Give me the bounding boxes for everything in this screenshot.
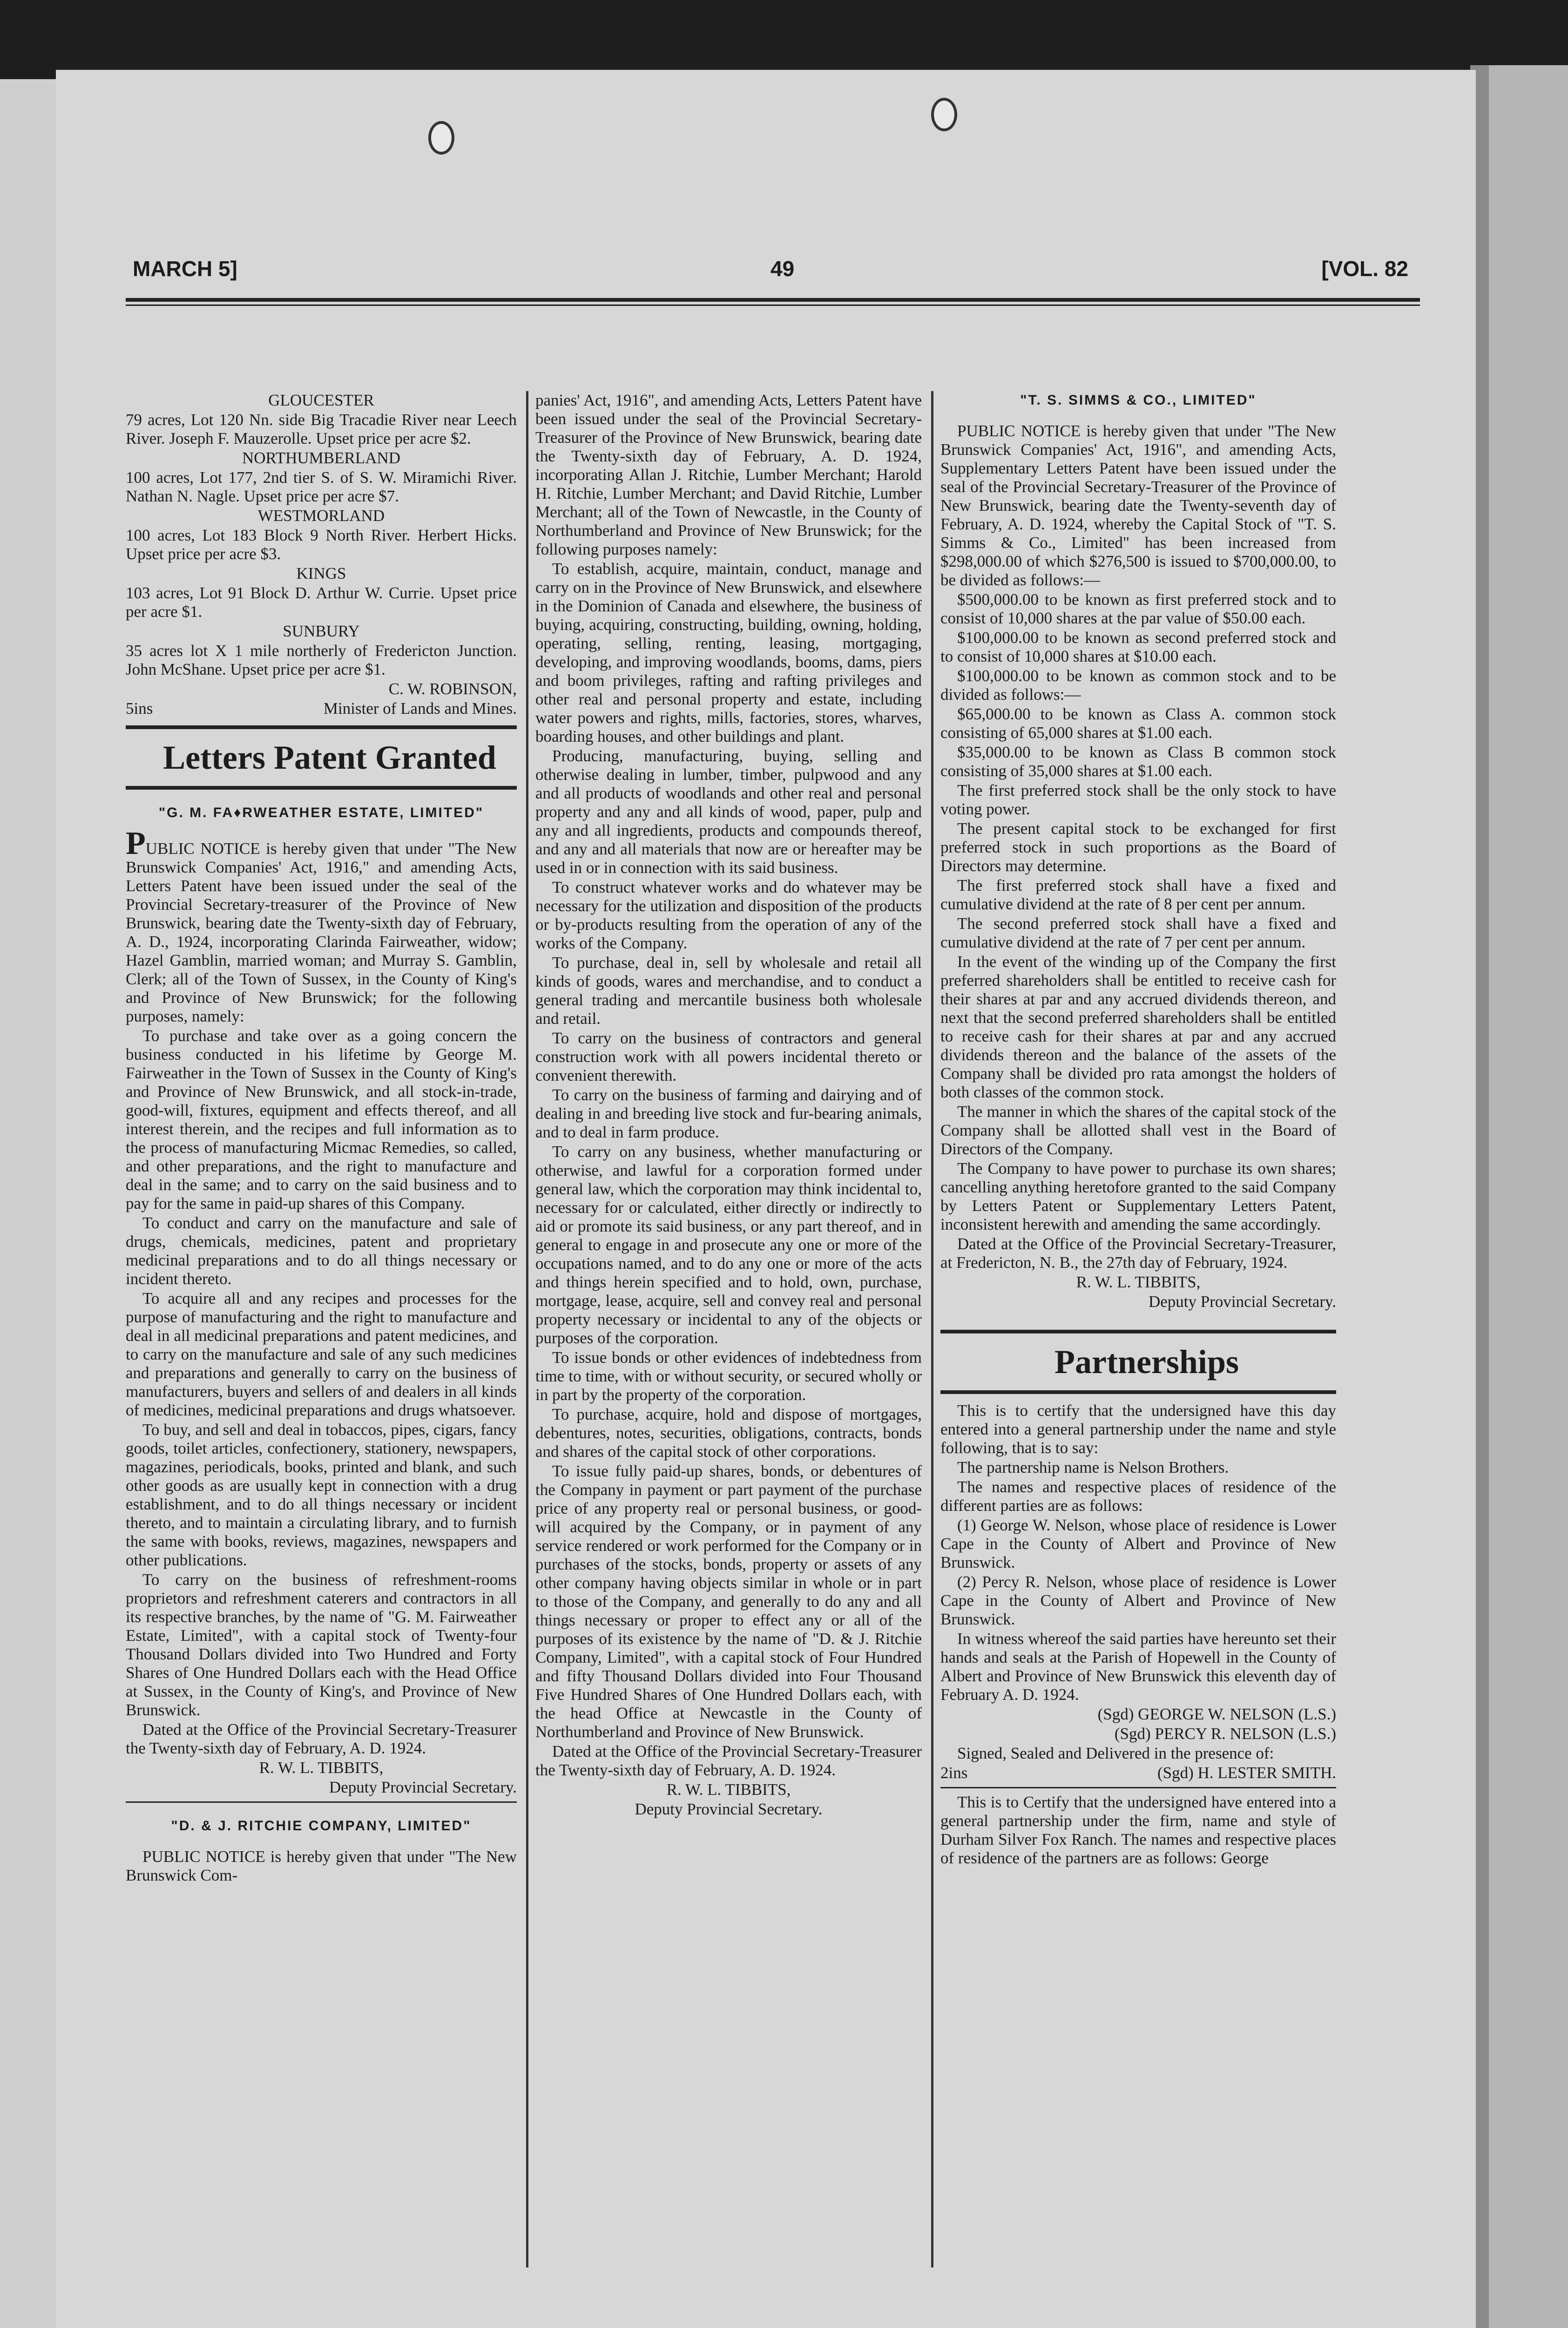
signer-line [126,699,517,718]
land-listing: 100 acres, Lot 183 Block 9 North River. Herbert Hicks. Upset price per acre $3. [126,526,517,563]
notice-paragraph: In the event of the winding up of the Company the first preferred shareholders shall be entitled to receive cash for their shares at par and any accrued dividends thereon, and next that the second preferred shareholders shall be entitled to receive cash for their shares at par and any accrued dividends thereon and the balance of the assets of the Company shall be divided pro rata amongst the holders of both classes of the common stock. [940,953,1336,1101]
notice-paragraph: This is to Certify that the undersigned have entered into a general partnership under the firm, name and style of Durham Silver Fox Ranch. The names and respective places of residence of the partners are as follows: George [940,1793,1336,1867]
notice-paragraph: The present capital stock to be exchanged for first preferred stock in such proportions as the Board of Directors may determine. [940,819,1336,875]
right-page-edge [1470,65,1568,2328]
notice-paragraph: This is to certify that the undersigned have this day entered into a general partnership under the name and style following, that is to say: [940,1401,1336,1457]
notice-heading: "D. & J. RITCHIE COMPANY, LIMITED" [171,1818,472,1834]
notice-dated: Dated at the Office of the Provincial Secretary-Treasurer the Twenty-sixth day of February, A. D. 1924. [126,1720,517,1757]
notice-paragraph: PUBLIC NOTICE is hereby given that under "The New Brunswick Companies' Act, 1916," and amending Acts, Letters Patent have been issued under the seal of the Provincial Secretary-treasurer of the Province of New Brunswick, bearing date the Twenty-sixth day of February, A. D., 1924, incorporating Clarinda Fairweather, widow; Hazel Gamblin, married woman; and Murray S. Gamblin, Clerk; all of the Town of Sussex, in the County of King's and Province of New Brunswick; for the following purposes, namely: [126,826,517,1025]
header-volume: [VOL. 82 [1321,257,1408,281]
signed-delivered: Signed, Sealed and Delivered in the presence of: [957,1744,1274,1762]
column-1 [126,391,517,1886]
header-rule [126,298,1420,302]
county-heading: KINGS [296,564,346,582]
header-rule-thin [126,305,1420,306]
punch-hole [931,98,957,131]
witness-signature: (Sgd) H. LESTER SMITH. [1157,1764,1336,1782]
partner-signature: (Sgd) GEORGE W. NELSON (L.S.) [1097,1705,1336,1723]
notice-paragraph: panies' Act, 1916", and amending Acts, Letters Patent have been issued under the seal of the Provincial Secretary-Treasurer of the Province of New Brunswick, bearing date the Twenty-sixth day of February, A. D. 1924, incorporating Allan J. Ritchie, Lumber Merchant; Harold H. Ritchie, Lumber Merchant; and David Ritchie, Lumber Merchant; all of the Town of Newcastle, in the County of Northumberland and Province of New Brunswick; for the following purposes namely: [535,391,922,558]
notice-heading: "G. M. FA♦RWEATHER ESTATE, LIMITED" [158,805,484,820]
notice-signer-title: Deputy Provincial Secretary. [635,1800,823,1818]
notice-paragraph: The first preferred stock shall be the only stock to have voting power. [940,781,1336,818]
notice-paragraph: The partnership name is Nelson Brothers. [957,1458,1229,1476]
notice-paragraph: To buy, and sell and deal in tobaccos, pipes, cigars, fancy goods, toilet articles, confectionery, stationery, newspapers, magazines, periodicals, books, printed and blank, and such other goods as are usually kept in connection with a drug establishment, and to do all things necessary or incident thereto, and to maintain a circulating library, and to furnish the same with books, reviews, magazines, newspapers and other publications. [126,1421,517,1569]
county-heading: NORTHUMBERLAND [242,449,401,467]
notice-paragraph: $100,000.00 to be known as common stock and to be divided as follows:— [940,667,1336,704]
notice-signer-title: Deputy Provincial Secretary. [329,1778,517,1796]
column-3 [940,391,1336,1868]
section-rule [126,725,517,729]
column-divider [931,391,933,2267]
notice-rule [126,1801,517,1803]
notice-dated: Dated at the Office of the Provincial Secretary-Treasurer the Twenty-sixth day of February, A. D. 1924. [535,1742,922,1779]
land-listing: 79 acres, Lot 120 Nn. side Big Tracadie River near Leech River. Joseph F. Mauzerolle. Upset price per acre $2. [126,411,517,447]
column-divider [526,391,528,2267]
notice-paragraph: $500,000.00 to be known as first preferred stock and to consist of 10,000 shares at the par value of $50.00 each. [940,590,1336,627]
county-heading: GLOUCESTER [268,391,374,409]
land-listing: 100 acres, Lot 177, 2nd tier S. of S. W. Miramichi River. Nathan N. Nagle. Upset price per acre $7. [126,468,517,505]
notice-paragraph: The Company to have power to purchase its own shares; cancelling anything heretofore granted to the said Company by Letters Patent or Supplementary Letters Patent, inconsistent herewith and amending the same accordingly. [940,1159,1336,1233]
notice-paragraph: To acquire all and any recipes and processes for the purpose of manufacturing and the right to manufacture and deal in all medicinal preparations and patent medicines, and to carry on the manufacture and sale of any such medicines and preparations and generally to carry on the business of manufacturers, buyers and sellers of and dealers in all kinds of medicines, medicinal preparations and drugs whatsoever. [126,1289,517,1419]
notice-paragraph: $100,000.00 to be known as second preferred stock and to consist of 10,000 shares at $10.00 each. [940,629,1336,665]
insertion-note: 5ins [126,699,153,717]
notice-paragraph: (1) George W. Nelson, whose place of residence is Lower Cape in the County of Albert and Province of New Brunswick. [940,1516,1336,1571]
signer-name: C. W. ROBINSON, [388,680,517,698]
section-rule [126,786,517,790]
notice-paragraph: To purchase and take over as a going concern the business conducted in his lifetime by George M. Fairweather in the Town of Sussex in the County of King's and Province of New Brunswick, and all stock-in-trade, good-will, fixtures, equipment and effects thereof, and all interest therein, and the recipes and full information as to the process of manufacturing Micmac Remedies, so called, and other preparations, and the right to manufacture and deal in the same; and to carry on the said business and to pay for the same in paid-up shares of this Company. [126,1027,517,1212]
insertion-note: 2ins [940,1764,968,1782]
notice-paragraph: To conduct and carry on the manufacture and sale of drugs, chemicals, medicines, patent and proprietary medicinal preparations and to do all things necessary or incident thereto. [126,1214,517,1288]
notice-paragraph: The names and respective places of residence of the different parties are as follows: [940,1478,1336,1515]
notice-paragraph: To issue bonds or other evidences of indebtedness from time to time, with or without security, or secured wholly or in part by the property of the corporation. [535,1348,922,1404]
header-date: MARCH 5] [133,257,237,281]
notice-paragraph: In witness whereof the said parties have hereunto set their hands and seals at the Parish of Hopewell in the County of Albert and Province of New Brunswick this eleventh day of February A. D. 1924. [940,1630,1336,1704]
column-2 [535,391,922,1820]
notice-paragraph: The first preferred stock shall have a fixed and cumulative dividend at the rate of 8 per cent per annum. [940,876,1336,913]
notice-paragraph: PUBLIC NOTICE is hereby given that under "The New Brunswick Com- [126,1848,517,1884]
partner-signature: (Sgd) PERCY R. NELSON (L.S.) [1114,1725,1336,1743]
notice-dated: Dated at the Office of the Provincial Secretary-Treasurer, at Fredericton, N. B., the 27th day of February, 1924. [940,1235,1336,1272]
notice-paragraph: To carry on the business of contractors and general construction work with all powers incidental thereto or convenient therewith. [535,1029,922,1084]
land-listing: 35 acres lot X 1 mile northerly of Fredericton Junction. John McShane. Upset price per acre $1. [126,642,517,678]
section-rule [940,1390,1336,1394]
section-title-partnerships: Partnerships [1054,1343,1239,1381]
notice-heading: "T. S. SIMMS & CO., LIMITED" [1020,393,1257,408]
notice-rule [940,1787,1336,1788]
notice-paragraph: The second preferred stock shall have a fixed and cumulative dividend at the rate of 7 per cent per annum. [940,914,1336,951]
land-listing: 103 acres, Lot 91 Block D. Arthur W. Currie. Upset price per acre $1. [126,584,517,621]
page-header [133,256,1408,293]
notice-paragraph: To establish, acquire, maintain, conduct, manage and carry on in the Province of New Brunswick, and elsewhere in the Dominion of Canada and elsewhere, the business of buying, acquiring, constructing, building, owning, holding, operating, selling, renting, leasing, mortgaging, developing, and improving woodlands, booms, dams, piers and boom privileges, rafting and rafting privileges and other real and personal property and estate, including water powers and rights, mills, factories, stores, wharves, boarding houses, and other buildings and plant. [535,560,922,745]
notice-paragraph: PUBLIC NOTICE is hereby given that under "The New Brunswick Companies' Act, 1916", and amending Acts, Supplementary Letters Patent have been issued under the seal of the Provincial Secretary-Treasurer of the Province of New Brunswick, bearing date the Twenty-seventh day of February, A. D. 1924, whereby the Capital Stock of "T. S. Simms & Co., Limited" has been increased from $298,000.00 of which $276,500 is issued to $700,000.00, to be divided as follows:— [940,422,1336,589]
notice-paragraph: To construct whatever works and do whatever may be necessary for the utilization and disposition of the products or by-products resulting from the operation of any of the works of the Company. [535,878,922,952]
notice-signer: R. W. L. TIBBITS, [259,1759,384,1777]
punch-hole [428,121,454,155]
section-title-letters-patent: Letters Patent Granted [163,739,496,776]
notice-paragraph: To carry on any business, whether manufacturing or otherwise, and lawful for a corporation formed under general law, which the corporation may think incidental to, necessary for or calculated, either directly or indirectly to aid or promote its said business, or any part thereof, and in general to engage in and prosecute any one or more of the occupations named, and to do any one or more of the acts and things herein specified and to hold, own, purchase, mortgage, lease, acquire, sell and convey real and personal property necessary or incidental to any of the objects or purposes of the corporation. [535,1143,922,1347]
notice-paragraph: The manner in which the shares of the capital stock of the Company shall be allotted shall vest in the Board of Directors of the Company. [940,1103,1336,1158]
newspaper-page [56,70,1476,2328]
notice-paragraph: To carry on the business of refreshment-rooms proprietors and refreshment caterers and contractors in all its respective branches, by the name of "G. M. Fairweather Estate, Limited", with a capital stock of Twenty-four Thousand Dollars divided into Two Hundred and Forty Shares of One Hundred Dollars each with the Head Office at Sussex, in the County of King's, and Province of New Brunswick. [126,1570,517,1719]
notice-paragraph: To purchase, acquire, hold and dispose of mortgages, debentures, notes, securities, obligations, contracts, bonds and shares of the capital stock of other corporations. [535,1405,922,1461]
notice-signer: R. W. L. TIBBITS, [1076,1273,1201,1291]
notice-paragraph: $35,000.00 to be known as Class B common stock consisting of 35,000 shares at $1.00 each. [940,743,1336,780]
notice-paragraph: To purchase, deal in, sell by wholesale and retail all kinds of goods, wares and merchandise, and to conduct a general trading and mercantile business both wholesale and retail. [535,954,922,1028]
page-number: 49 [770,257,795,281]
section-rule [940,1330,1336,1333]
notice-paragraph: Producing, manufacturing, buying, selling and otherwise dealing in lumber, timber, pulpwood and any and all products of woodlands and other real and personal property and any and all kinds of wood, paper, pulp and any and all ingredients, products and compounds thereof, and any and all materials that now are or hereafter may be used in or in connection with its said business. [535,747,922,877]
notice-signer-title: Deputy Provincial Secretary. [1148,1293,1336,1311]
notice-paragraph: $65,000.00 to be known as Class A. common stock consisting of 65,000 shares at $1.00 each. [940,705,1336,742]
notice-paragraph: To issue fully paid-up shares, bonds, or debentures of the Company in payment or part payment of the purchase price of any property real or personal business, or good-will acquired by the Company, or in payment of any service rendered or work performed for the Company or in purchases of the stocks, bonds, property or assets of any other company having objects similar in whole or in part to those of the Company, and generally to do any and all things necessary or proper to effect any or all of the purposes of its existence by the name of "D. & J. Ritchie Company, Limited", with a capital stock of Four Hundred and fifty Thousand Dollars divided into Four Thousand Five Hundred Shares of One Hundred Dollars each, with the head Office at Newcastle in the County of Northumberland and Province of New Brunswick. [535,1462,922,1741]
witness-line [940,1764,1336,1782]
signer-title: Minister of Lands and Mines. [323,699,517,717]
notice-paragraph: To carry on the business of farming and dairying and of dealing in and breeding live stock and fur-bearing animals, and to deal in farm produce. [535,1086,922,1141]
county-heading: SUNBURY [283,622,360,640]
county-heading: WESTMORLAND [257,507,385,525]
notice-paragraph: (2) Percy R. Nelson, whose place of residence is Lower Cape in the County of Albert and Province of New Brunswick. [940,1573,1336,1628]
notice-signer: R. W. L. TIBBITS, [666,1780,791,1799]
